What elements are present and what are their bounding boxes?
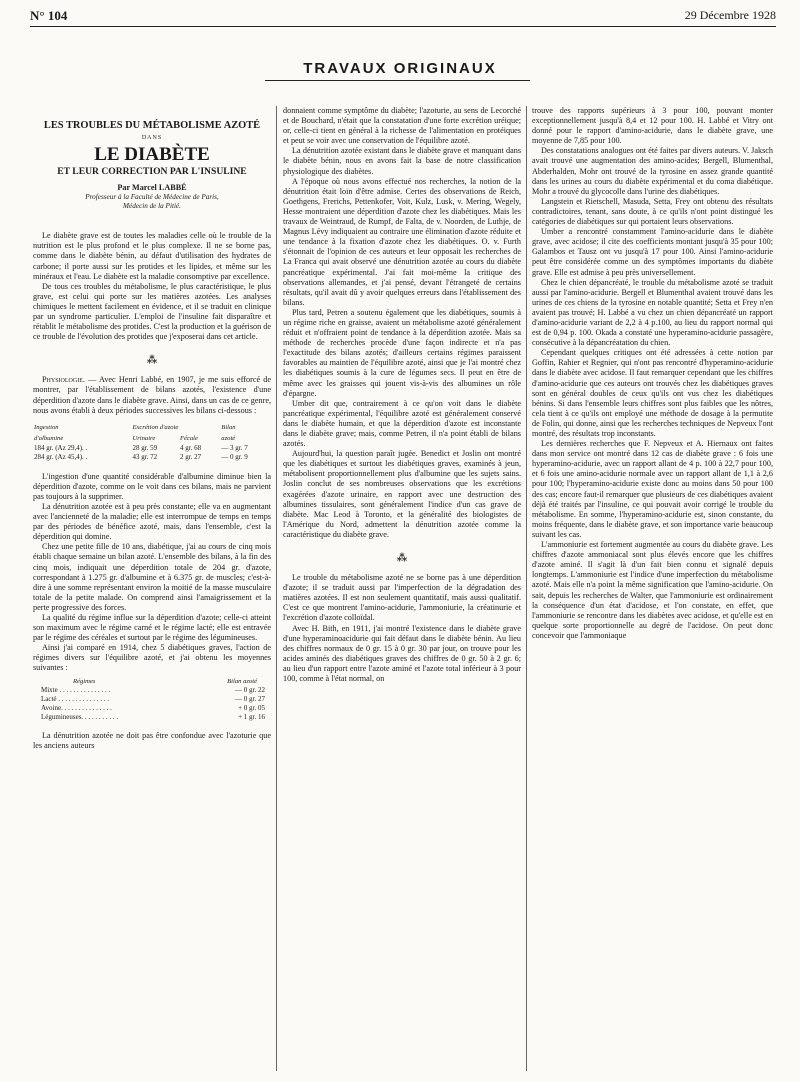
table-header: d'albumine <box>34 434 64 442</box>
table-row <box>33 695 271 704</box>
article-title-dans: DANS <box>141 135 163 141</box>
table-row <box>33 444 271 453</box>
regimes-table <box>33 677 271 723</box>
table-header: Bilan <box>221 423 236 431</box>
paragraph: Les dernières recherches que F. Nepveux et A. Hiernaux ont faites dans mon service ont montré dans 12 cas de diabète grave : 6 fois une hyperamino-acidurie, avec un rapport allant de 4 p. 100 à 22,7 pour 100, et 6 fois une amino-acidurie normale avec un rapport allant de 1,1 à 2,6 pour 100; l'hyperamino-acidurie existe donc au moins dans 50 pour 100 des cas; encore faut-il remarquer que plusieurs de ces diabétiques avaient déjà été traités par l'insuline, ce qui pouvait avoir corrigé le trouble du métabolisme. En somme, l'hyperamino-acidurie est, sinon constante, du moins fréquente, dans le diabète grave, et son importance varie beaucoup suivant les cas. <box>532 439 773 539</box>
table-row <box>33 453 271 462</box>
paragraph: Ainsi j'ai comparé en 1914, chez 5 diabétiques graves, l'action de régimes divers sur l'équilibre azoté, et j'ai obtenu les moyennes suivantes : <box>33 643 271 673</box>
table-cell: Mixte . . . . . . . . . . . . . . . <box>41 685 111 694</box>
article-title-main: LE DIABÈTE <box>94 144 210 166</box>
table-row <box>33 704 271 713</box>
column-divider <box>526 106 527 1071</box>
table-cell: + 1 gr. 16 <box>238 713 265 722</box>
table-cell: Avoine. . . . . . . . . . . . . . . <box>41 704 112 713</box>
section-separator-stars: ⁂ <box>396 553 408 565</box>
table-cell: 28 gr. 59 <box>132 443 158 452</box>
section-title: TRAVAUX ORIGINAUX <box>303 60 497 77</box>
table-cell: 184 gr. (Az 29,4). . <box>34 443 88 452</box>
paragraph: trouve des rapports supérieurs à 3 pour 100, pouvant monter exceptionnellement jusqu'à 8,4 et 12 pour 100. H. Labbé et Vitry ont donné pour le rapport d'amino-acidurie, dans le diabète grave, une moyenne de 7,85 pour 100. <box>532 106 773 146</box>
section-rule <box>265 80 530 81</box>
header-rule <box>30 26 776 27</box>
paragraph: L'ingestion d'une quantité considérable d'albumine diminue bien la déperdition d'azote, comme on le voit dans ces bilans, mais ne parvient pas toujours à la supprimer. <box>33 471 271 501</box>
paragraph: donnaient comme symptôme du diabète; l'azoturie, au sens de Lecorché et de Bouchard, n'était que la constatation d'une forte excrétion uréique; or, celle-ci tient en général à la richesse de l'alimentation en protéiques et peut se voir avec une conservation de l'équilibre azoté. <box>283 106 521 146</box>
paragraph: A l'époque où nous avons effectué nos recherches, la notion de la dénutrition était loin d'être admise. Certes des observations de Reich, Goethgens, Frerichs, Pettenkofer, Voit, Kulz, Lusk, v. Mering, Wegely, Hesse montraient une déperdition d'azote chez les diabétiques. Mais les travaux de Weintraud, de Rumpf, de Falta, de v. Noorden, de Luthje, de Magnus Lévy indiquaient au contraire une élimination d'azote réduite et une tendance à la fixation d'azote chez les diabétiques. O. v. Furth s'étonnait de l'opinion de ces auteurs et leur opposait les recherches de La Franca qui avait observé une dénutrition azotée au cours du diabète pancréatique expérimental. J'ai fait moi-même la critique des observations allemandes, et j'ai pensé, devant l'étrangeté de certains résultats, qu'il avait dû y avoir quelques erreurs dans l'établissement des bilans. <box>283 176 521 307</box>
table-cell: + 0 gr. 05 <box>238 704 265 713</box>
table-header: Urinaire <box>132 434 156 442</box>
paragraph: L'ammoniurie est fortement augmentée au cours du diabète grave. Les chiffres d'azote ammoniacal sont plus élevés encore que les chiffres d'azote aminé. Il s'agit là d'un fait bien connu et signalé depuis longtemps. L'ammoniurie est l'indice d'une imperfection du métabolisme azoté. Mais elle n'a point la même signification que l'amino-acidurie. On sait, depuis les recherches de Walter, que l'ammoniurie est ordinairement la conséquence d'un état d'acidose, et l'on constate, en effet, que l'ammoniurie se rencontre dans les diabètes avec acidose, et qu'elle est en quelque sorte proportionnelle au degré de l'acidose. On peut donc concevoir que l'ammoniaque <box>532 540 773 640</box>
table-header-row <box>33 422 271 433</box>
paragraph: Cependant quelques critiques ont été adressées à cette notion par Goffin, Rahier et Regnier, qui n'ont pas rencontré d'hyperamino-acidurie dans le diabète avec acidose. Il faut remarquer cependant que les chiffres d'amino-acidurie que ces auteurs ont trouvés chez les diabétiques graves sont en général doubles de ceux qu'ils ont vus chez les diabétiques bénins. Si dans l'ensemble leurs chiffres sont plus faibles que les nôtres, cela tient à ce qu'ils ont employé une méthode de dosage à la permutite de Folin, qui donne, ainsi que les recherches techniques de Nepveux l'ont montré, des résultats trop inconstants. <box>532 348 773 438</box>
column-2 <box>283 106 521 1076</box>
table-cell: 284 gr. (Az 45,4). . <box>34 452 88 461</box>
table-header-row <box>33 433 271 444</box>
paragraph <box>33 375 271 415</box>
column-divider <box>276 106 277 1071</box>
article-title-line1: LES TROUBLES DU MÉTABOLISME AZOTÉ <box>43 120 261 131</box>
table-cell: — 0 gr. 27 <box>235 694 265 703</box>
paragraph: La dénutrition azotée ne doit pas être confondue avec l'azoturie que les anciens auteurs <box>33 730 271 750</box>
article-author: Par Marcel LABBÉ <box>117 183 187 193</box>
nitrogen-balance-table <box>33 422 271 462</box>
page-header <box>30 8 776 26</box>
issue-date: 29 Décembre 1928 <box>684 8 776 22</box>
affiliation-line: Professeur à la Faculté de Médecine de Paris, <box>85 193 219 202</box>
paragraph: Aujourd'hui, la question paraît jugée. Benedict et Joslin ont montré que les diabétiques et surtout les diabétiques graves, examinés à jeun, métabolisent proportionnellement plus d'albumine que les sujets sains. Joslin conclut de ses nombreuses observations que les excrétions exagérées d'azote urinaire, en rapport avec une destruction des albumines tissulaires, sont généralement l'indice d'un cas grave de diabète. Mac Leod à Toronto, et la généralité des biologistes de l'Amérique du Nord, admettent la dénutrition azotée comme la caractéristique du diabète grave. <box>283 449 521 539</box>
table-cell: — 0 gr. 22 <box>235 685 265 694</box>
paragraph: Le trouble du métabolisme azoté ne se borne pas à une déperdition d'azote; il se traduit aussi par l'imperfection de la dégradation des matières azotées. Il est non seulement quantitatif, mais aussi qualitatif. C'est ce que montrent l'amino-acidurie, l'ammoniurie, la créatinurie et l'excrétion d'azote colloïdal. <box>283 573 521 623</box>
table-row <box>33 686 271 695</box>
section-separator-stars: ⁂ <box>146 355 158 367</box>
table-header: Ingestion <box>34 423 59 431</box>
column-3 <box>532 106 773 1076</box>
paragraph: Langstein et Rietschell, Masuda, Setta, Frey ont obtenu des résultats contradictoires, tenant, sans doute, à ce qu'ils n'ont point distingué les catégories de diabétiques sur qui portaient leurs observations. <box>532 196 773 227</box>
paragraph: Umber dit que, contrairement à ce qu'on voit dans le diabète pancréatique expérimental, l'équilibre azoté est généralement conservé dans le diabète humain, et que la déperdition d'azote est inconstante dans le diabète grave; mais, comme Petren, il n'a point établi de bilans azotés. <box>283 398 521 449</box>
paragraph: La dénutrition azotée est à peu près constante; elle va en augmentant avec l'ancienneté de la maladie; elle est interrompue de temps en temps par des périodes de bénéfice azoté, mais, dans l'ensemble, c'est la déperdition qui domine. <box>33 501 271 542</box>
table-cell: 2 gr. 27 <box>179 452 202 461</box>
column-1 <box>33 106 271 1076</box>
paragraph: De tous ces troubles du métabolisme, le plus caractéristique, le plus grave, est celui qui porte sur les matières azotées. Les analyses chimiques le mettent facilement en évidence, et il se traduit en clinique par un syndrome particulier. L'emploi de l'insuline fait disparaître et rétablit le métabolisme des protides. C'est la production et la guérison de ce trouble de l'évolution des protides que j'exposerai dans cet article. <box>33 281 271 342</box>
run-in-heading: Physiologie. <box>42 375 85 385</box>
table-cell: — 0 gr. 9 <box>221 452 248 461</box>
table-header: azoté <box>221 434 236 442</box>
paragraph: Umber a rencontré constamment l'amino-acidurie dans le diabète grave, avec acidose; il cite des coefficients montant jusqu'à 35 pour 100; Galambos et Tausz ont vu jusqu'à 17 pour 100. Ainsi l'amino-acidurie peut être considérée comme un des symptômes importants du diabète grave. Elle est admise à peu près universellement. <box>532 227 773 277</box>
paragraph-text: — Avec Henri Labbé, en 1907, je me suis efforcé de montrer, par l'établissement de bilans azotés, l'existence d'une déperdition d'azote dans le diabète grave. Ainsi, dans un cas de ce genre, nous avons établi à deux périodes successives les bilans ci-dessous : <box>33 375 271 415</box>
table-cell: Légumineuses. . . . . . . . . . . <box>41 713 119 722</box>
paragraph: Avec H. Bith, en 1911, j'ai montré l'existence dans le diabète grave d'une hyperaminoacidurie qui fait défaut dans le diabète bénin. Au lieu des chiffres normaux de 0 gr. 15 à 0 gr. 30 par jour, on trouve pour les acides aminés des diabétiques graves des chiffres de 0 gr. 50 à 2 gr. 6; au lieu d'un rapport entre l'azote aminé et l'azote total inférieur à 3 pour 100, comme à l'état normal, on <box>283 623 521 683</box>
table-cell: 43 gr. 72 <box>132 452 158 461</box>
table-header: Fécale <box>179 434 198 442</box>
paragraph: Chez le chien dépancréaté, le trouble du métabolisme azoté se traduit aussi par l'amino-acidurie. Bergell et Blumenthal avaient trouvé dans les urines de ces chiens de la tyrosine en notable quantité; Setta et Frey n'en avaient pas trouvé; H. Labbé a vu chez un chien dépancréaté un rapport d'amino-acidurie variant de 2,2 à 4 p.100, au lieu du rapport normal qui est de 0,94 p. 100. Okada a constaté une hyperamino-acidurie passagère, consécutive à la dépancréatation du chien. <box>532 277 773 348</box>
table-cell: 4 gr. 68 <box>179 443 202 452</box>
paragraph: Plus tard, Petren a soutenu également que les diabétiques, soumis à un régime riche en graisse, avaient un métabolisme azoté généralement réduit et n'offraient point de tendance à la déperdition azotée. Mais sa méthode de recherches procède d'une façon indirecte et n'a pas l'exactitude des bilans azotés; d'ailleurs certains régimes paraissent favorables au maintien de l'équilibre azoté, ainsi que je l'ai montré chez les diabétiques soumis à la cure de légumes secs. Il peut en être de même avec les graisses qui jouent vis-à-vis des albumines un rôle d'épargne. <box>283 307 521 398</box>
table-header: Régimes <box>73 677 96 685</box>
paragraph: Des constatations analogues ont été faites par divers auteurs. V. Jaksch avait trouvé une augmentation des amino-acides; Bergell, Blumenthal, Abderhalden, Mohr ont trouvé de la tyrosine en assez grande quantité dans les urines au cours du diabète expérimental et du coma diabétique. Mohr a trouvé du glycocolle dans l'urine des diabétiques. <box>532 146 773 196</box>
paragraph: Chez une petite fille de 10 ans, diabétique, j'ai au cours de cinq mois établi chaque semaine un bilan azoté. L'ensemble des bilans, à la fin des cinq mois, indiquait une déperdition totale de 204 gr. d'azote, correspondant à 1.275 gr. d'albumine et à 6.375 gr. de muscles; c'est-à-dire à une somme représentant environ la moitié de la masse musculaire totale de la petite malade. On comprend ainsi l'amaigrissement et la perte progressive des forces. <box>33 542 271 612</box>
table-cell: — 3 gr. 7 <box>221 443 248 452</box>
issue-number: N° 104 <box>30 8 68 23</box>
affiliation-line: Médecin de la Pitié. <box>123 202 181 211</box>
paragraph: La qualité du régime influe sur la déperdition d'azote; celle-ci atteint son maximum avec le régime carné et le régime lacté; elle est entravée par le régime des céréales et surtout par le régime des légumineuses. <box>33 613 271 643</box>
table-row <box>33 713 271 722</box>
regimes-header <box>33 677 271 686</box>
article-title-line3: ET LEUR CORRECTION PAR L'INSULINE <box>57 166 247 178</box>
paragraph: Le diabète grave est de toutes les maladies celle où le trouble de la nutrition est le plus profond et le plus complexe. Il ne se borne pas, comme dans le diabète bénin, au défaut d'utilisation des hydrates de carbone; il porte aussi sur les protides et les lipides, et même sur les minéraux et l'eau. Le diabète est la maladie consomptive par excellence. <box>33 231 271 281</box>
paragraph: La dénutrition azotée existant dans le diabète grave et manquant dans le diabète bénin, nous en avons fait la base de notre classification physiologique des diabètes. <box>283 146 521 176</box>
author-affiliation <box>33 193 271 211</box>
table-header: Excrétion d'azote <box>132 423 179 431</box>
table-header: Bilan azoté <box>227 677 257 685</box>
table-cell: Lacté . . . . . . . . . . . . . . . <box>41 694 110 703</box>
